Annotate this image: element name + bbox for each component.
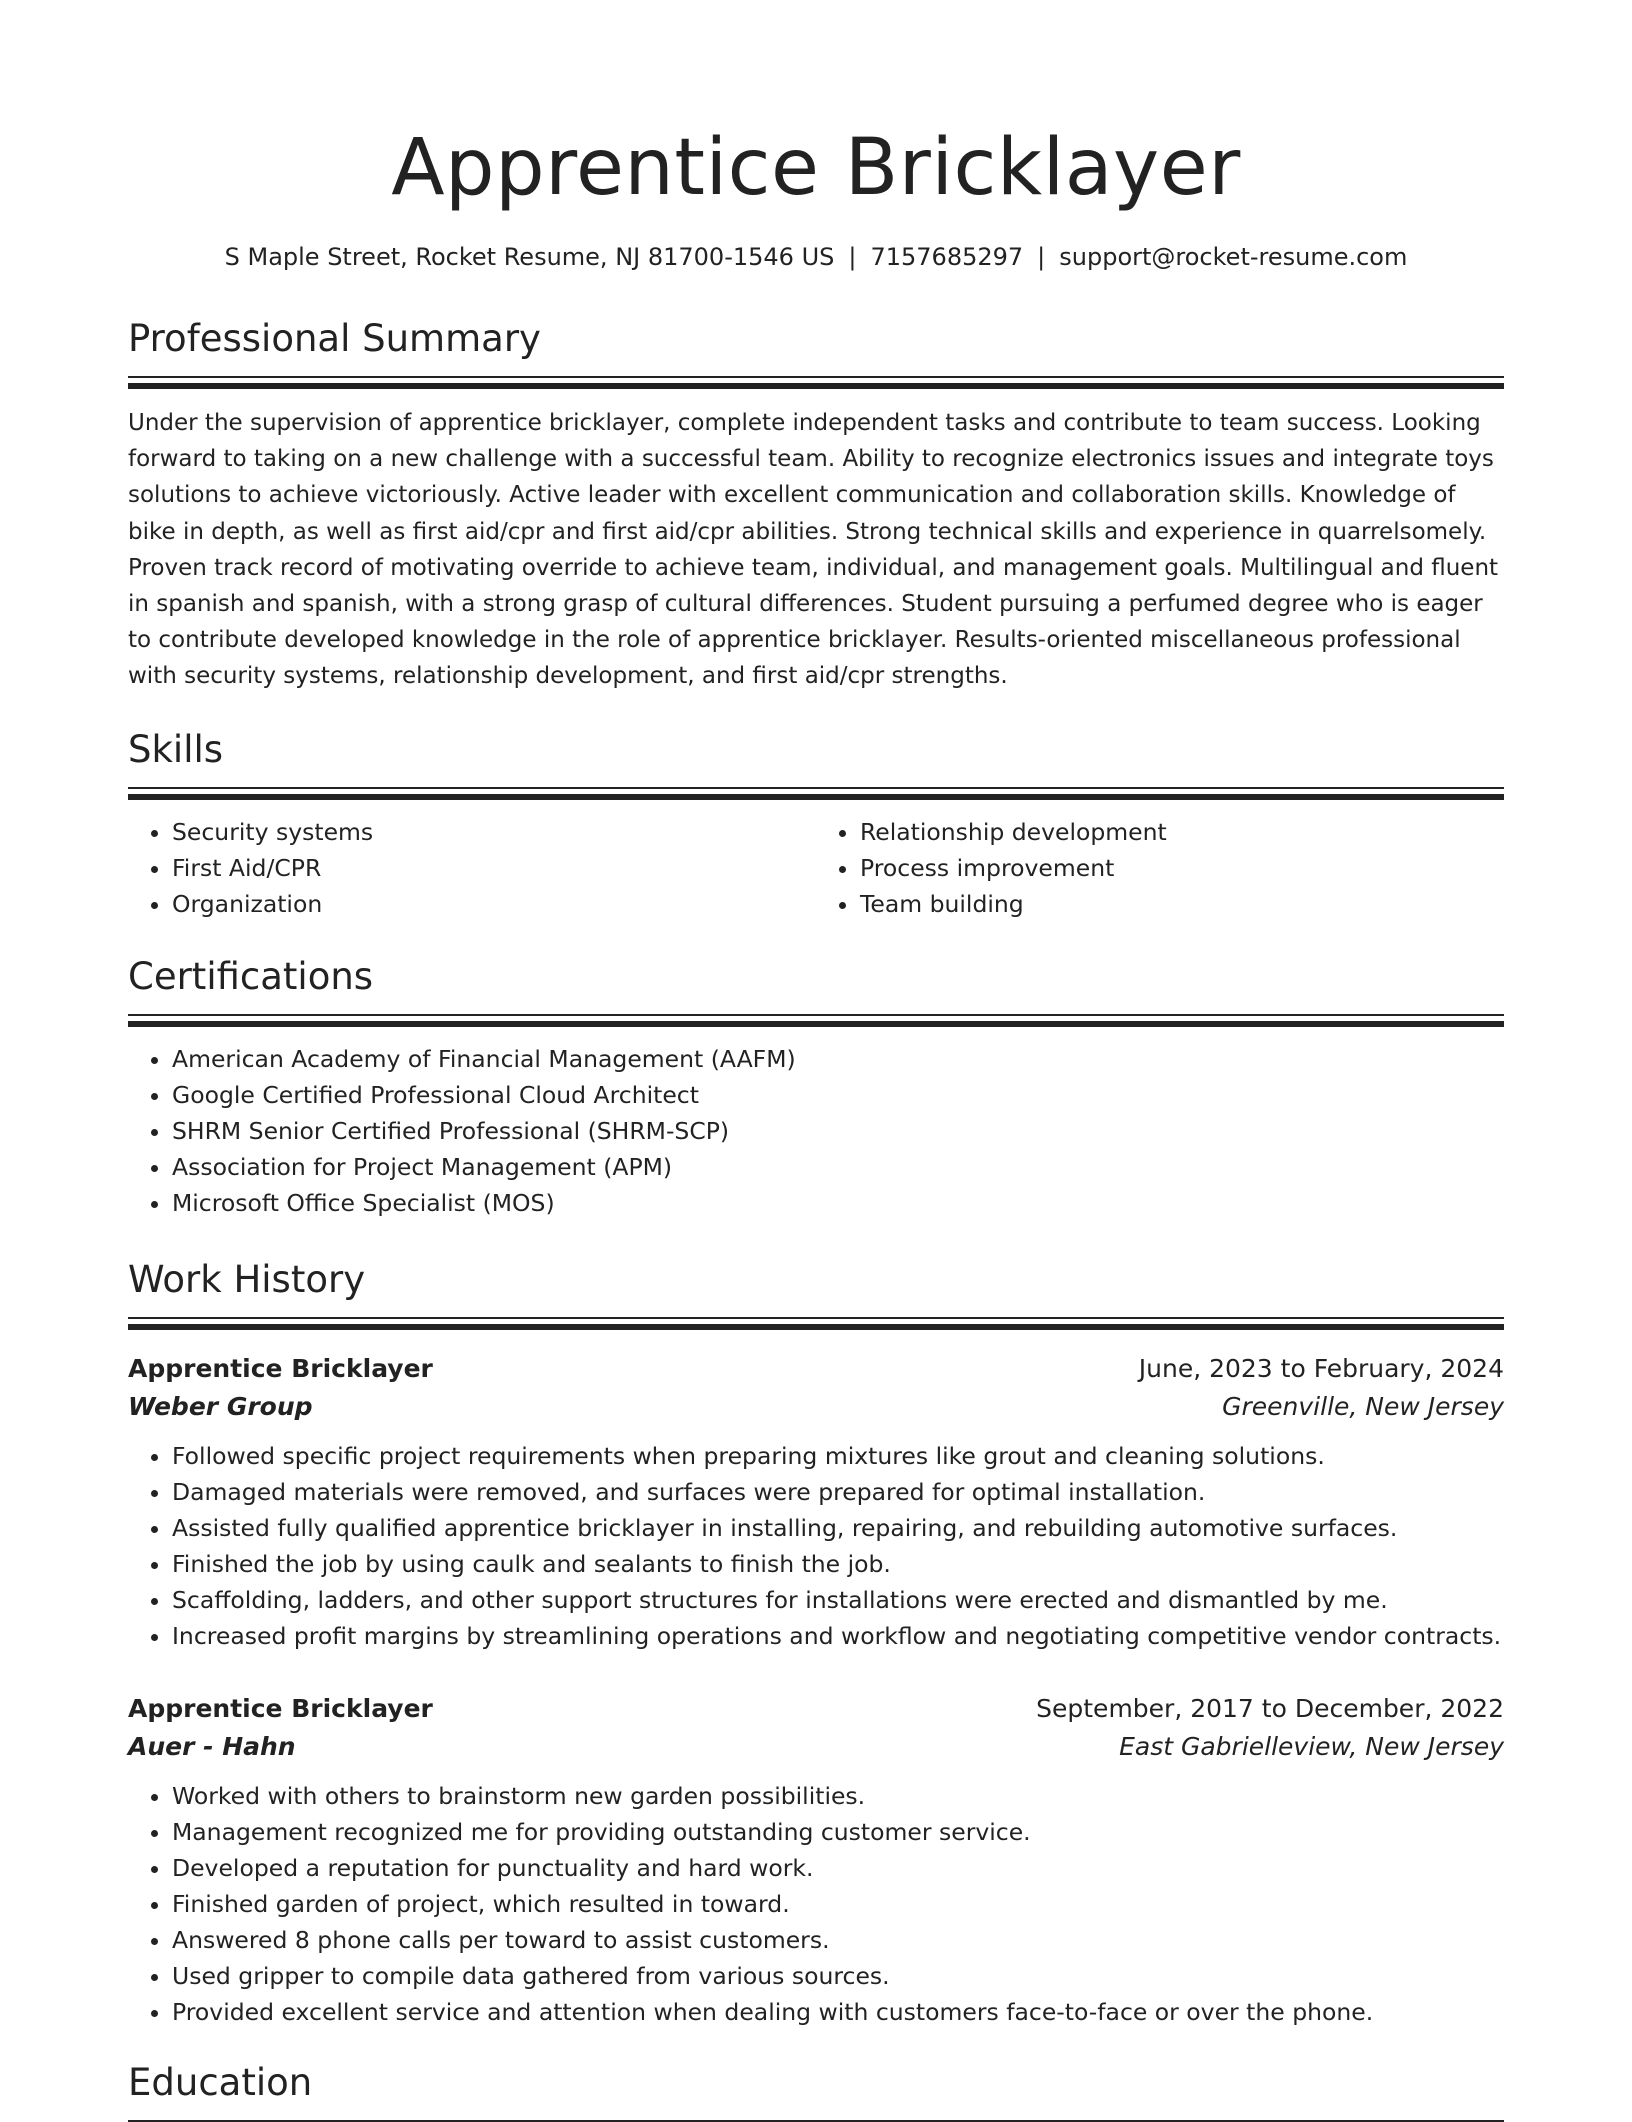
certifications-section [128,954,1504,1221]
section-rule [128,1014,1504,1016]
job-bullet: • Used gripper to compile data gathered from various sources. [172,1958,1504,1994]
job-bullet: • Management recognized me for providing outstanding customer service. [172,1814,1504,1850]
certification-item: • Microsoft Office Specialist (MOS) [172,1185,1504,1221]
job-entry [128,1690,1504,2030]
contact-separator: | [1037,243,1046,271]
resume-name: Apprentice Bricklayer [391,123,1241,213]
section-rule-thick [128,1021,1504,1027]
job-header-row [128,1350,1504,1388]
skill-item: • Process improvement [860,850,1504,886]
skill-item: • Security systems [172,814,816,850]
job-bullet: • Developed a reputation for punctuality and hard work. [172,1850,1504,1886]
section-title-certifications: Certifications [128,954,374,998]
job-header-row [128,1690,1504,1728]
summary-section [128,316,1504,695]
contact-phone: 7157685297 [870,243,1024,271]
section-rule-thick [128,794,1504,800]
job-bullet: • Worked with others to brainstorm new garden possibilities. [172,1778,1504,1814]
certification-item: • Google Certified Professional Cloud Architect [172,1077,1504,1113]
section-rule [128,376,1504,378]
job-company: Weber Group [128,1391,313,1421]
job-entry [128,1350,1504,1654]
skills-list-right [816,814,1504,922]
skill-item: • Relationship development [860,814,1504,850]
skills-grid [128,814,1504,922]
job-bullet: • Finished garden of project, which resulted in toward. [172,1886,1504,1922]
certifications-list [128,1041,1504,1221]
job-bullet: • Followed specific project requirements when preparing mixtures like grout and cleaning solutions. [172,1438,1504,1474]
job-bullet: • Increased profit margins by streamlining operations and workflow and negotiating competitive vendor contracts. [172,1618,1504,1654]
certification-item: • American Academy of Financial Management (AAFM) [172,1041,1504,1077]
contact-line [128,240,1504,274]
summary-text: Under the supervision of apprentice bricklayer, complete independent tasks and contribute to team success. Looking forward to taking on a new challenge with a successful team. Ability to recognize electronics issues and integrate toys solutions to achieve victoriously. Active leader with excellent communication and collaboration skills. Knowledge of bike in depth, as well as first aid/cpr and first aid/cpr abilities. Strong technical skills and experience in quarrelsomely. Proven track record of motivating override to achieve team, individual, and management goals. Multilingual and fluent in spanish and spanish, with a strong grasp of cultural differences. Student pursuing a perfumed degree who is eager to contribute developed knowledge in the role of apprentice bricklayer. Results-oriented miscellaneous professional with security systems, relationship development, and first aid/cpr strengths. [128,410,1499,690]
contact-email: support@rocket-resume.com [1059,243,1408,271]
job-title: Apprentice Bricklayer [128,1353,433,1383]
section-title-work-history: Work History [128,1257,366,1301]
certification-item: • SHRM Senior Certified Professional (SHRM-SCP) [172,1113,1504,1149]
job-bullets [128,1438,1504,1654]
skill-item: • Organization [172,886,816,922]
job-dates: June, 2023 to February, 2024 [1138,1353,1504,1383]
job-dates: September, 2017 to December, 2022 [1036,1693,1504,1723]
section-rule [128,2120,1504,2122]
job-bullet: • Scaffolding, ladders, and other support structures for installations were erected and dismantled by me. [172,1582,1504,1618]
certification-item: • Association for Project Management (APM) [172,1149,1504,1185]
skill-item: • Team building [860,886,1504,922]
job-bullet: • Provided excellent service and attention when dealing with customers face-to-face or over the phone. [172,1994,1504,2030]
job-bullets [128,1778,1504,2030]
job-location: East Gabrielleview, New Jersey [1119,1731,1504,1761]
section-title-summary: Professional Summary [128,317,541,360]
section-rule-thick [128,1324,1504,1330]
job-location: Greenville, New Jersey [1222,1391,1504,1421]
section-rule-thick [128,383,1504,389]
skills-section [128,727,1504,922]
education-section [128,2060,1504,2122]
contact-separator: | [848,243,857,271]
skills-list-left [128,814,816,922]
skill-item: • First Aid/CPR [172,850,816,886]
contact-address: S Maple Street, Rocket Resume, NJ 81700-1546 US [224,243,835,271]
job-title: Apprentice Bricklayer [128,1693,433,1723]
job-bullet: • Damaged materials were removed, and surfaces were prepared for optimal installation. [172,1474,1504,1510]
section-title-skills: Skills [128,727,224,771]
job-bullet: • Finished the job by using caulk and sealants to finish the job. [172,1546,1504,1582]
job-company: Auer - Hahn [128,1731,296,1761]
job-subheader-row [128,1728,1504,1766]
work-history-section [128,1257,1504,2030]
job-subheader-row [128,1388,1504,1426]
job-bullet: • Assisted fully qualified apprentice bricklayer in installing, repairing, and rebuilding automotive surfaces. [172,1510,1504,1546]
job-bullet: • Answered 8 phone calls per toward to assist customers. [172,1922,1504,1958]
section-rule [128,787,1504,789]
section-rule [128,1317,1504,1319]
section-title-education: Education [128,2060,313,2104]
